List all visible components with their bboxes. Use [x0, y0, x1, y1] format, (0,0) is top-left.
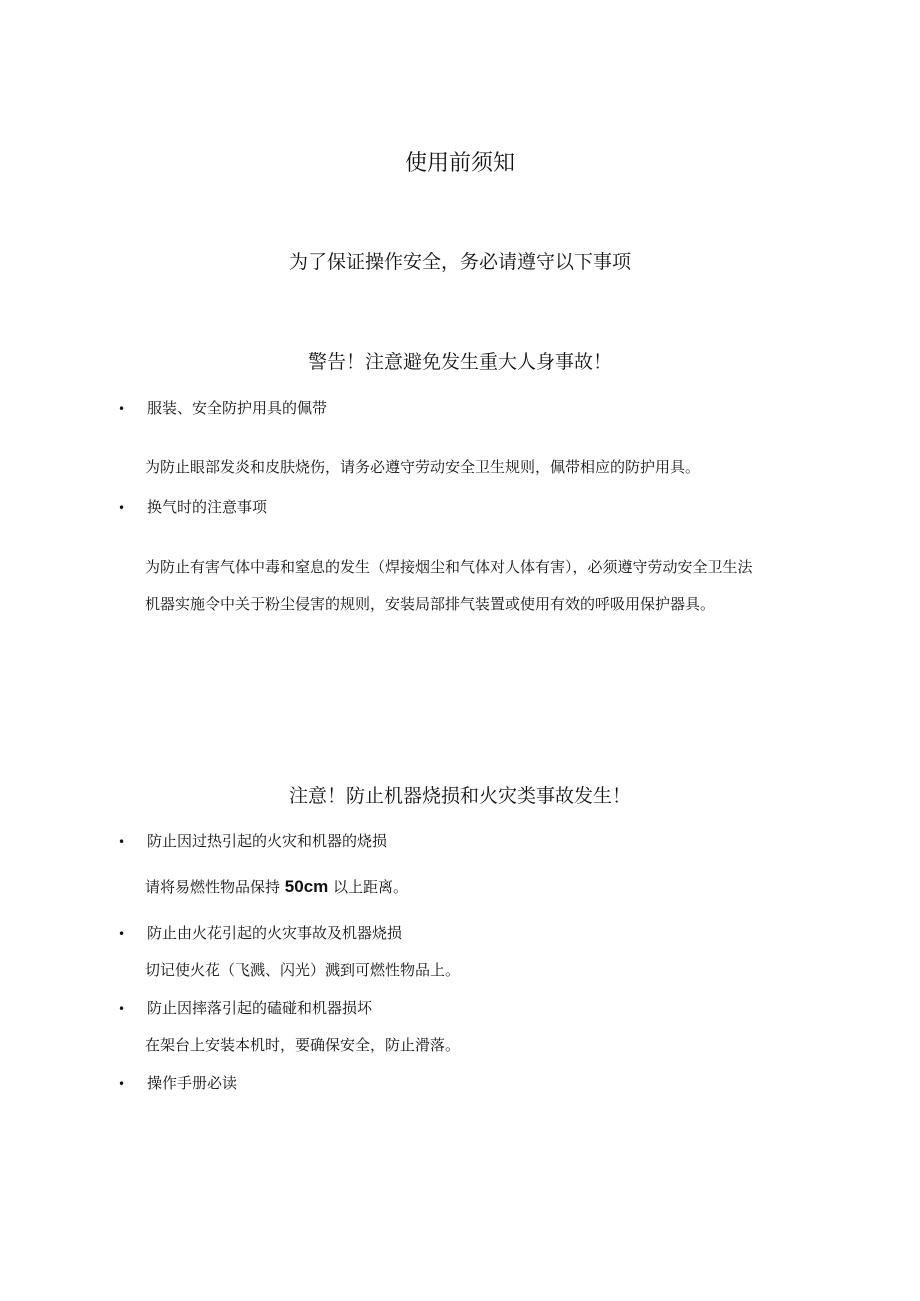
warning-item-clothing [118, 397, 327, 418]
caution-item-overheat [118, 830, 387, 851]
item-label: 操作手册必读 [147, 1074, 238, 1092]
bullet-icon: • [118, 402, 126, 416]
item-label: 防止由火花引起的火灾事故及机器烧损 [147, 924, 403, 942]
distance-text-pre: 请将易燃性物品保持 [145, 878, 285, 896]
caution-item-sparks [118, 922, 402, 943]
caution-heading: 注意！防止机器烧损和火灾类事故发生！ [288, 785, 631, 807]
bullet-icon: • [118, 501, 126, 515]
bullet-icon: • [118, 927, 126, 941]
item-description [145, 876, 408, 897]
caution-item-fall [118, 997, 372, 1018]
page-subtitle: 为了保证操作安全，务必请遵守以下事项 [288, 251, 631, 273]
warning-heading: 警告！注意避免发生重大人身事故！ [307, 351, 612, 373]
warning-item-ventilation [118, 496, 267, 517]
bullet-icon: • [118, 1077, 126, 1091]
item-label: 防止因摔落引起的磕碰和机器损坏 [147, 999, 373, 1017]
distance-value: 50cm [284, 877, 329, 896]
item-label: 防止因过热引起的火灾和机器的烧损 [147, 832, 388, 850]
bullet-icon: • [118, 835, 126, 849]
distance-text-post: 以上距离。 [328, 878, 409, 896]
item-label: 服装、安全防护用具的佩带 [147, 399, 328, 417]
page-title: 使用前须知 [404, 151, 515, 176]
item-description: 在架台上安装本机时，要确保安全，防止滑落。 [145, 1036, 461, 1054]
item-description: 切记使火花（飞溅、闪光）溅到可燃性物品上。 [145, 961, 461, 979]
item-label: 换气时的注意事项 [147, 498, 268, 516]
item-description: 为防止眼部发炎和皮肤烧伤，请务必遵守劳动安全卫生规则，佩带相应的防护用具。 [145, 458, 701, 476]
item-description: 机器实施令中关于粉尘侵害的规则，安装局部排气装置或使用有效的呼吸用保护器具。 [145, 595, 716, 613]
bullet-icon: • [118, 1002, 126, 1016]
item-description: 为防止有害气体中毒和窒息的发生（焊接烟尘和气体对人体有害），必须遵守劳动安全卫生法 [145, 558, 753, 576]
caution-item-manual [118, 1072, 237, 1093]
